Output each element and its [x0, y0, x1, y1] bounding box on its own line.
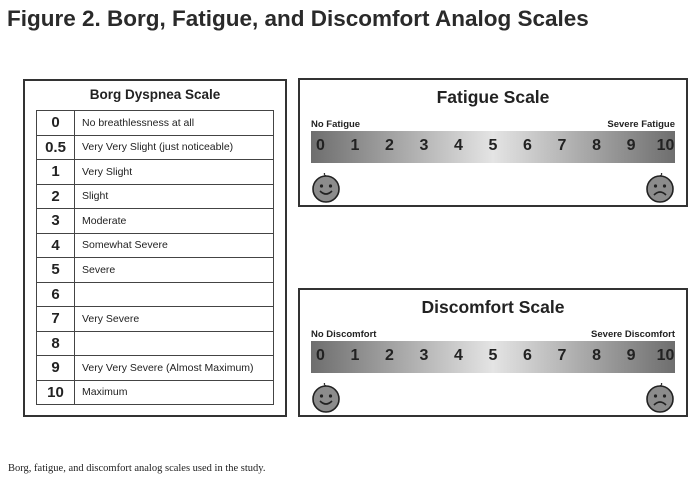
- borg-row: [37, 356, 274, 381]
- fatigue-left-label: No Fatigue: [311, 119, 361, 130]
- discomfort-tick-label: 8: [592, 347, 601, 364]
- figure-title: Figure 2. Borg, Fatigue, and Discomfort Analog Scales: [7, 6, 589, 31]
- fatigue-tick-label: 5: [488, 137, 498, 154]
- borg-description: Very Slight: [75, 160, 274, 185]
- discomfort-tick-label: 9: [626, 347, 636, 364]
- fatigue-tick-label: 0: [316, 137, 325, 154]
- discomfort-scale-panel: [298, 288, 688, 417]
- borg-row: [37, 307, 274, 332]
- discomfort-tick-label: 7: [557, 347, 567, 364]
- fatigue-right-label: Severe Fatigue: [607, 119, 675, 130]
- borg-row: [37, 331, 274, 356]
- borg-score: 7: [37, 307, 75, 332]
- borg-row: [37, 135, 274, 160]
- discomfort-left-label: No Discomfort: [311, 329, 377, 340]
- fatigue-tick-label: 7: [557, 137, 567, 154]
- fatigue-scale-title: Fatigue Scale: [436, 87, 550, 107]
- discomfort-tick-label: 10: [656, 347, 675, 364]
- fatigue-tick-label: 8: [592, 137, 601, 154]
- borg-score: 8: [37, 331, 75, 356]
- borg-description: Moderate: [75, 209, 274, 234]
- frowning-face-icon: [645, 173, 675, 203]
- borg-score: 5: [37, 258, 75, 283]
- borg-row: [37, 282, 274, 307]
- borg-score: 9: [37, 356, 75, 381]
- fatigue-tick-label: 4: [454, 137, 463, 154]
- smiley-face-icon: [311, 173, 341, 203]
- borg-scale-table: [36, 110, 274, 405]
- borg-description: Severe: [75, 258, 274, 283]
- borg-description: Very Very Severe (Almost Maximum): [75, 356, 274, 381]
- smiley-face-icon: [311, 383, 341, 413]
- borg-description: Very Very Slight (just noticeable): [75, 135, 274, 160]
- fatigue-tick-label: 1: [350, 137, 360, 154]
- borg-row: [37, 160, 274, 185]
- borg-description: Maximum: [75, 380, 274, 405]
- borg-score: 3: [37, 209, 75, 234]
- borg-score: 2: [37, 184, 75, 209]
- discomfort-tick-label: 0: [316, 347, 325, 364]
- fatigue-tick-label: 6: [523, 137, 532, 154]
- borg-row: [37, 233, 274, 258]
- borg-score: 6: [37, 282, 75, 307]
- fatigue-gradient-bar: [311, 131, 675, 163]
- fatigue-tick-label: 9: [626, 137, 636, 154]
- discomfort-gradient-bar: [311, 341, 675, 373]
- discomfort-tick-label: 4: [454, 347, 463, 364]
- borg-score: 0: [37, 111, 75, 136]
- borg-row: [37, 209, 274, 234]
- borg-description: [75, 282, 274, 307]
- borg-description: [75, 331, 274, 356]
- borg-score: 1: [37, 160, 75, 185]
- borg-row: [37, 184, 274, 209]
- fatigue-tick-label: 10: [656, 137, 675, 154]
- discomfort-tick-label: 3: [419, 347, 429, 364]
- borg-scale-title: Borg Dyspnea Scale: [89, 87, 221, 102]
- discomfort-right-label: Severe Discomfort: [591, 329, 675, 340]
- discomfort-scale-title: Discomfort Scale: [421, 297, 565, 317]
- borg-dyspnea-panel: [23, 79, 287, 417]
- borg-description: No breathlessness at all: [75, 111, 274, 136]
- discomfort-tick-label: 5: [488, 347, 498, 364]
- borg-description: Slight: [75, 184, 274, 209]
- borg-row: [37, 380, 274, 405]
- borg-description: Very Severe: [75, 307, 274, 332]
- discomfort-tick-label: 6: [523, 347, 532, 364]
- borg-score: 4: [37, 233, 75, 258]
- borg-description: Somewhat Severe: [75, 233, 274, 258]
- borg-row: [37, 111, 274, 136]
- fatigue-tick-label: 2: [385, 137, 394, 154]
- fatigue-tick-label: 3: [419, 137, 429, 154]
- fatigue-scale-panel: [298, 78, 688, 207]
- discomfort-tick-label: 1: [350, 347, 360, 364]
- borg-score: 10: [37, 380, 75, 405]
- borg-score: 0.5: [37, 135, 75, 160]
- frowning-face-icon: [645, 383, 675, 413]
- borg-row: [37, 258, 274, 283]
- discomfort-tick-label: 2: [385, 347, 394, 364]
- figure-caption: Borg, fatigue, and discomfort analog scales used in the study.: [8, 463, 266, 474]
